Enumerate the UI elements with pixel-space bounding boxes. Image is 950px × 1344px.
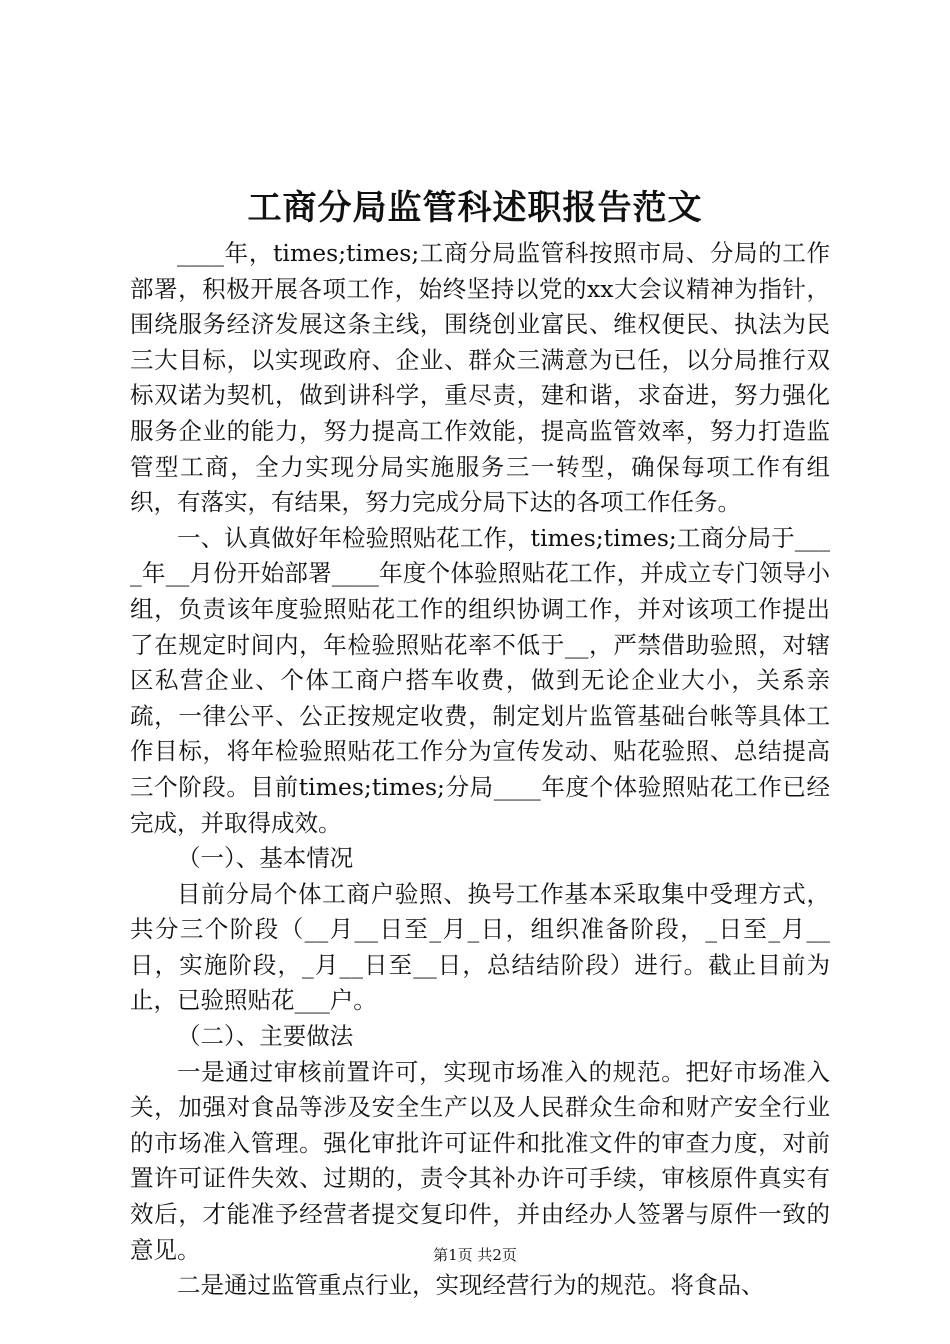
subheading-main-practices: （二）、主要做法 [177, 1022, 354, 1051]
page-footer: 第1页 共2页 [433, 1246, 517, 1264]
paragraph-intro: ____年，times;times;工商分局监管科按照市局、分局的工作部署，积极开展各项工作，始终坚持以党的xx大会议精神为指针，围绕服务经济发展这条主线，围绕创业富民、维权便民、执法为民三大目标，以实现政府、企业、群众三满意为已任，以分局推行双标双诺为契机，做到讲科学，重尽责，建和谐，求奋进，努力强化服务企业的能力，努力提高工作效能，提高监管效率，努力打造监管型工商，全力实现分局实施服务三一转型，确保每项工作有组织，有落实，有结果，努力完成分局下达的各项工作任务。 [130, 239, 830, 517]
paragraph-basic-situation: 目前分局个体工商户验照、换号工作基本采取集中受理方式，共分三个阶段（__月__日至_月_日，组织准备阶段，_日至_月__日，实施阶段，_月__日至__日，总结结阶段）进行。截止目前为止，已验照贴花___户。 [130, 879, 830, 1015]
paragraph-practice-two: 二是通过监管重点行业，实现经营行为的规范。将食品、 [177, 1271, 765, 1300]
subheading-basic-situation: （一）、基本情况 [177, 844, 354, 873]
document-title: 工商分局监管科述职报告范文 [247, 188, 703, 228]
paragraph-practice-one: 一是通过审核前置许可，实现市场准入的规范。把好市场准入关，加强对食品等涉及安全生产以及人民群众生命和财产安全行业的市场准入管理。强化审批许可证件和批准文件的审查力度，对前置许可证件失效、过期的，责令其补办许可手续，审核原件真实有效后，才能准予经营者提交复印件，并由经办人签署与原件一致的意见。 [130, 1057, 830, 1264]
document-body [130, 236, 830, 1304]
paragraph-section-one: 一、认真做好年检验照贴花工作，times;times;工商分局于____年__月份开始部署____年度个体验照贴花工作，并成立专门领导小组，负责该年度验照贴花工作的组织协调工作，并对该项工作提出了在规定时间内，年检验照贴花率不低于__，严禁借助验照，对辖区私营企业、个体工商户搭车收费，做到无论企业大小，关系亲疏，一律公平、公正按规定收费，制定划片监管基础台帐等具体工作目标，将年检验照贴花工作分为宣传发动、贴花验照、总结提高三个阶段。目前times;times;分局____年度个体验照贴花工作已经完成，并取得成效。 [130, 523, 830, 837]
